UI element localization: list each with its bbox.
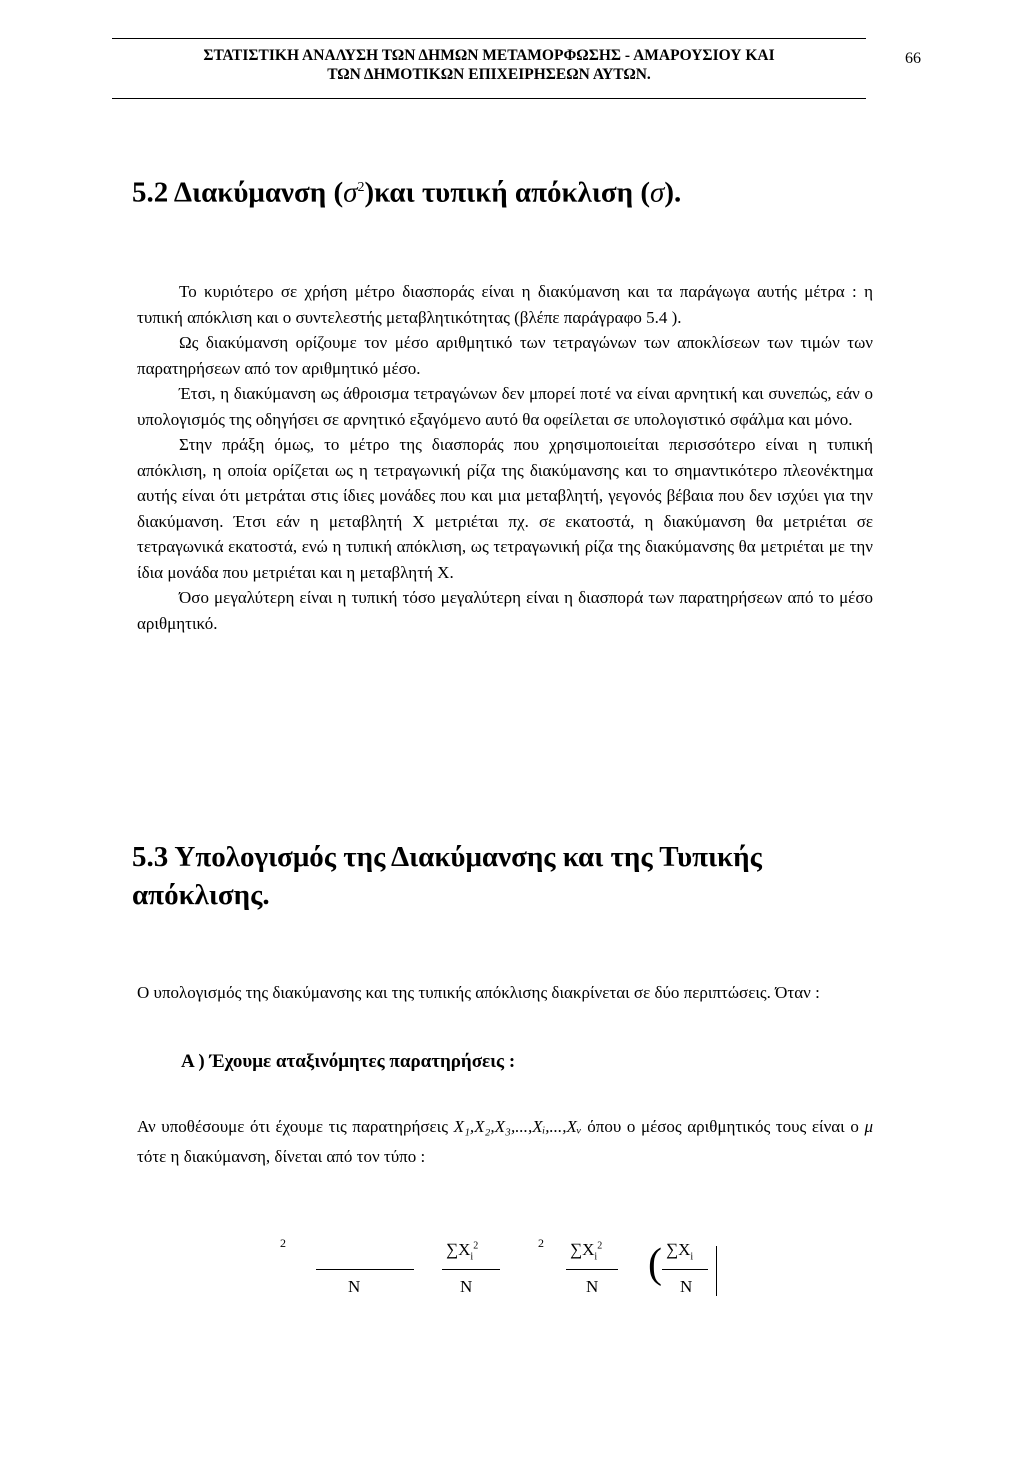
formula-n-4: N [680, 1277, 693, 1296]
formula-sum-3 [666, 1240, 693, 1262]
fraction-bar-2 [442, 1269, 500, 1270]
section-5-2-heading [132, 170, 681, 211]
sum-2-symbol: ∑X [570, 1240, 595, 1259]
sum-3-sub: i [690, 1251, 694, 1263]
formula-n-2: N [460, 1277, 473, 1296]
paragraph-5: Όσο μεγαλύτερη είναι η τυπική τόσο μεγαλύτερη είναι η διασπορά των παρατηρήσεων από το μέσο αριθμητικό. [137, 588, 873, 633]
variance-formula [270, 1232, 740, 1302]
formula-n-3: N [586, 1277, 599, 1296]
running-header [112, 46, 866, 84]
formula-sum-1 [446, 1240, 478, 1262]
sigma-symbol: σ [343, 176, 358, 209]
header-bottom-rule [112, 98, 866, 99]
paragraph-1: Το κυριότερο σε χρήση μέτρο διασποράς είναι η διακύμανση και τα παράγωγα αυτής μέτρα : η τυπική απόκλιση και ο συντελεστής μεταβλητικότητας (βλέπε παράγραφο 5.4 ). [137, 282, 873, 327]
paragraph-4: Στην πράξη όμως, το μέτρο της διασποράς που χρησιμοποιείται περισσότερο είναι η τυπική απόκλιση, η οποία ορίζεται ως η τετραγωνική ρίζα της διακύμανσης και το σημαντικότερο πλεονέκτημα αυτής είναι ότι μετράται στις ίδιες μονάδες που και μια μεταβλητή, γεγονός βέβαια που δεν ισχύει για την διακύμανση. Έτσι εάν η μεταβλητή Χ μετριέται πχ. σε εκατοστά, η διακύμανση θα μετριέται σε τετραγωνικά εκατοστά, ενώ η τυπική απόκλιση, ως τετραγωνική ρίζα της διακύμανσης θα μετριέται με την ίδια μονάδα που μετριέται και η μεταβλητή Χ. [137, 435, 873, 582]
page-number: 66 [905, 50, 921, 67]
right-bracket [716, 1246, 717, 1296]
squared-exponent: 2 [357, 180, 365, 195]
obs-text-3: τότε η διακύμανση, δίνεται από τον τύπο : [137, 1147, 426, 1166]
paragraph-3: Έτσι, η διακύμανση ως άθροισμα τετραγώνων δεν μπορεί ποτέ να είναι αρνητική και συνεπώς, εάν ο υπολογισμός της οδηγήσει σε αρνητικό εξαγόμενο αυτό θα οφείλεται σε υπολογιστικό σφάλμα και μόνο. [137, 384, 873, 429]
formula-sum-2 [570, 1240, 602, 1262]
sum-2-sub: i [594, 1251, 598, 1263]
sigma-symbol-2: σ [650, 176, 665, 209]
sum-2-sup: 2 [597, 1240, 603, 1252]
sum-1-sup: 2 [473, 1240, 479, 1252]
fraction-bar-1 [316, 1269, 414, 1270]
header-line-1: ΣΤΑΤΙΣΤΙΚΗ ΑΝΑΛΥΣΗ ΤΩΝ ΔΗΜΩΝ ΜΕΤΑΜΟΡΦΩΣΗΣ - ΑΜΑΡΟΥΣΙΟΥ ΚΑΙ [203, 47, 775, 64]
intro-paragraph: Ο υπολογισμός της διακύμανσης και της τυπικής απόκλισης διακρίνεται σε δύο περιπτώσεις. Όταν : [137, 983, 820, 1002]
sum-1-symbol: ∑X [446, 1240, 471, 1259]
heading-text-middle: )και τυπική απόκλιση ( [364, 176, 650, 209]
heading-text-prefix: 5.2 Διακύμανση ( [132, 176, 344, 209]
fraction-bar-4 [662, 1269, 708, 1270]
left-paren: ( [648, 1241, 662, 1287]
sum-3-symbol: ∑X [666, 1240, 691, 1259]
observations-list: X₁,X₂,X₃,...,Xᵢ,...,Xᵥ [453, 1117, 582, 1136]
obs-text-1: Αν υποθέσουμε ότι έχουμε τις παρατηρήσεις [137, 1117, 448, 1136]
case-a-title: Α ) Έχουμε αταξινόμητες παρατηρήσεις : [181, 1051, 516, 1072]
obs-text-2: όπου ο μέσος αριθμητικός τους είναι ο [587, 1117, 859, 1136]
sum-1-sub: i [470, 1251, 474, 1263]
formula-sup-b: 2 [538, 1236, 544, 1250]
section-5-3-observations [137, 1112, 873, 1172]
section-5-3-intro [137, 980, 873, 1006]
formula-n-1: N [348, 1277, 361, 1296]
observations-paragraph [137, 1112, 873, 1172]
heading-text-suffix: ). [664, 176, 682, 209]
formula-sup-a: 2 [280, 1236, 286, 1250]
section-5-2-body [137, 279, 873, 636]
section-5-3-heading: 5.3 Υπολογισμός της Διακύμανσης και της Τυπικής απόκλισης. [132, 841, 762, 911]
header-top-rule [112, 38, 866, 39]
fraction-bar-3 [566, 1269, 618, 1270]
mu-symbol: μ [864, 1117, 874, 1136]
header-line-2: ΤΩΝ ΔΗΜΟΤΙΚΩΝ ΕΠΙΧΕΙΡΗΣΕΩΝ ΑΥΤΩΝ. [327, 66, 651, 83]
paragraph-2: Ως διακύμανση ορίζουμε τον μέσο αριθμητικό των τετραγώνων των αποκλίσεων των τιμών των παρατηρήσεων από τον αριθμητικό μέσο. [137, 333, 873, 378]
